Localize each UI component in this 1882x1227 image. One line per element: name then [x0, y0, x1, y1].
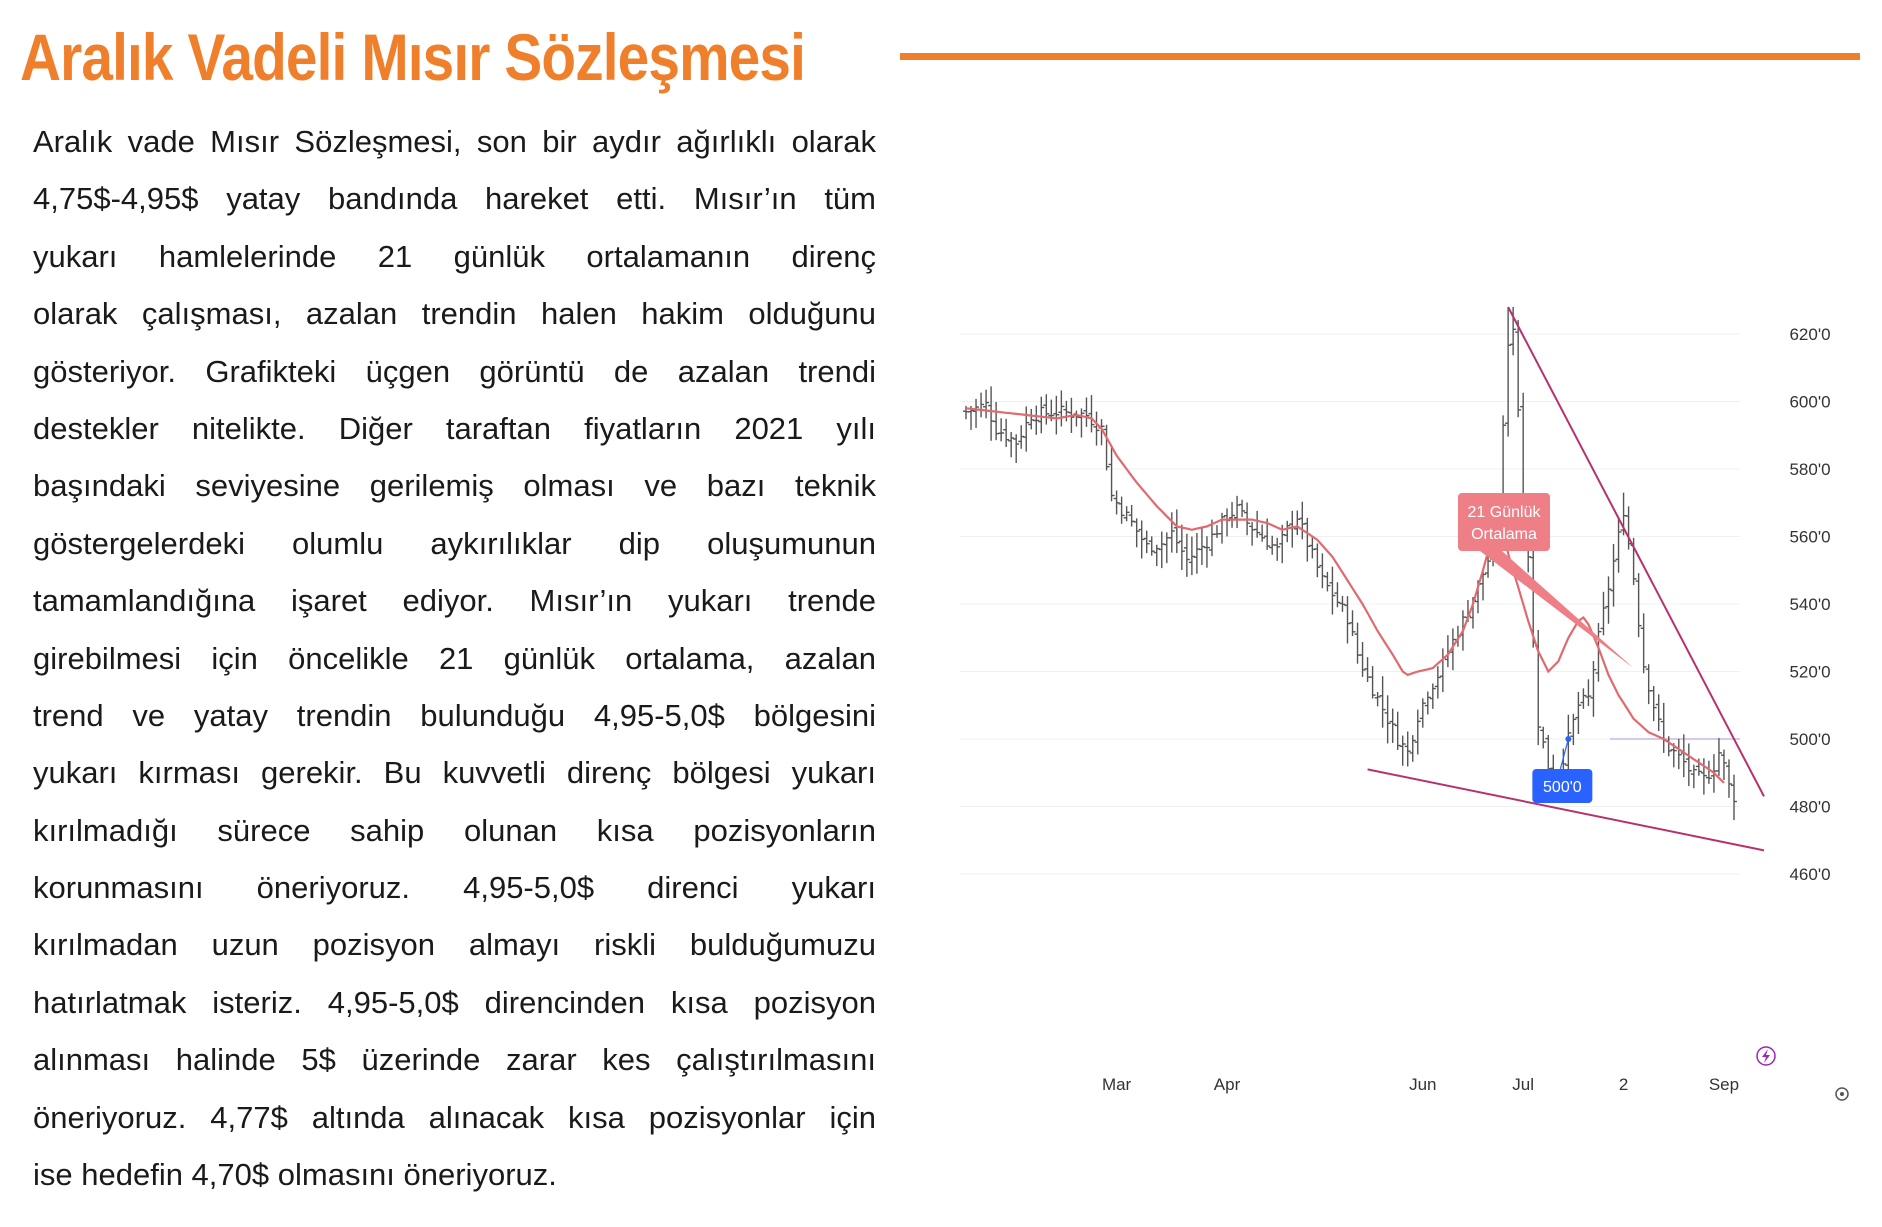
ohlc-bar — [1249, 522, 1255, 546]
paragraph-line: alınması halinde 5$ üzerinde zarar kes çalıştırılmasını — [33, 1042, 876, 1078]
page-title: Aralık Vadeli Mısır Sözleşmesi — [20, 20, 806, 94]
ohlc-bar — [1656, 694, 1662, 731]
ohlc-bar — [1159, 532, 1165, 569]
paragraph-line: korunmasını öneriyoruz. 4,95-5,0$ direnci yukarı — [33, 870, 876, 906]
ohlc-bar — [1038, 397, 1044, 434]
y-tick-label: 560'0 — [1789, 527, 1831, 547]
ohlc-bar — [1194, 533, 1200, 574]
ohlc-bar — [1294, 510, 1300, 535]
ma-annotation-pointer — [1480, 551, 1634, 668]
paragraph-line: destekler nitelikte. Diğer taraftan fiyatların 2021 yılı — [33, 410, 876, 446]
ohlc-bar — [1134, 518, 1140, 547]
ohlc-bar — [1691, 765, 1697, 789]
paragraph-line: tamamlandığına işaret ediyor. Mısır’ın yukarı trende — [33, 583, 876, 619]
ohlc-bar — [1184, 534, 1190, 577]
moving-average-line — [966, 408, 1724, 783]
x-tick-label: 2 — [1618, 1075, 1629, 1094]
ohlc-bar — [973, 399, 979, 428]
ohlc-bar — [1611, 544, 1617, 607]
ohlc-bar — [1274, 538, 1280, 561]
paragraph-line: 4,75$-4,95$ yatay bandında hareket etti. Mısır’ın tüm — [33, 181, 876, 217]
ohlc-bar — [1731, 775, 1737, 820]
ohlc-bar — [1646, 664, 1652, 704]
ohlc-bar — [1726, 759, 1732, 797]
ohlc-bar — [1219, 513, 1225, 544]
ohlc-bar — [1641, 613, 1647, 673]
paragraph-line: kırılmadığı sürece sahip olunan kısa pozisyonların — [33, 812, 876, 848]
ohlc-bar — [1234, 496, 1240, 528]
y-tick-label: 500'0 — [1789, 730, 1831, 749]
ohlc-bar — [1254, 511, 1260, 538]
ohlc-bar — [1606, 576, 1612, 623]
ohlc-bar — [1339, 596, 1345, 612]
ohlc-bar — [1395, 712, 1401, 750]
ohlc-bar — [1129, 505, 1135, 527]
ohlc-bar — [1008, 432, 1014, 457]
ohlc-bar — [1058, 390, 1064, 426]
paragraph-line: ise hedefin 4,70$ olmasını öneriyoruz. — [33, 1157, 557, 1193]
ohlc-bar — [1706, 761, 1712, 784]
ohlc-bar — [1440, 648, 1446, 692]
ohlc-bar — [1329, 567, 1335, 615]
ohlc-bar — [1721, 750, 1727, 780]
paragraph-line: yukarı kırması gerekir. Bu kuvvetli direnç bölgesi yukarı — [33, 755, 876, 791]
ohlc-bar — [1676, 739, 1682, 769]
x-tick-label: Mar — [1101, 1075, 1132, 1094]
ohlc-bar — [1600, 592, 1606, 636]
ohlc-bar — [1013, 434, 1019, 463]
ohlc-bar — [1119, 497, 1125, 524]
ohlc-bar — [1540, 727, 1546, 749]
ohlc-bar — [1661, 703, 1667, 753]
paragraph-line: gösteriyor. Grafikteki üçgen görüntü de azalan trendi — [33, 353, 876, 389]
ohlc-bar — [1616, 517, 1622, 573]
ohlc-bar — [1716, 738, 1722, 776]
ohlc-bar — [1430, 683, 1436, 708]
ohlc-bar — [1515, 320, 1521, 417]
ohlc-bar — [1686, 743, 1692, 786]
title-divider — [900, 53, 1860, 60]
ohlc-bar — [1355, 623, 1361, 664]
ohlc-bar — [1585, 679, 1591, 706]
ohlc-bar — [1164, 532, 1170, 563]
ohlc-bar — [1204, 536, 1210, 567]
ohlc-bar — [1299, 502, 1305, 540]
ohlc-bar — [1309, 537, 1315, 559]
paragraph-line: kırılmadan uzun pozisyon almayı riskli bulduğumuzu — [33, 927, 876, 963]
ohlc-bar — [1681, 734, 1687, 777]
ohlc-bar — [1314, 543, 1320, 577]
ohlc-bar — [1405, 732, 1411, 767]
ma-annotation-text-2: Ortalama — [1471, 526, 1537, 543]
ohlc-bar — [1505, 307, 1511, 437]
ohlc-bar — [1078, 408, 1084, 437]
ohlc-bar — [1319, 553, 1325, 588]
ohlc-bar — [1400, 736, 1406, 766]
corn-futures-chart — [960, 290, 1860, 1110]
ohlc-bar — [1214, 525, 1220, 538]
y-tick-label: 520'0 — [1789, 662, 1831, 682]
paragraph-line: trend ve yatay trendin bulunduğu 4,95-5,0$ bölgesini — [33, 697, 876, 733]
settings-icon-center — [1840, 1092, 1844, 1096]
paragraph-line: hatırlatmak isteriz. 4,95-5,0$ direncinden kısa pozisyon — [33, 984, 876, 1020]
x-tick-label: Jul — [1512, 1075, 1535, 1094]
ma-annotation-text-1: 21 Günlük — [1467, 504, 1541, 521]
ohlc-bar — [1370, 666, 1376, 699]
x-tick-label: Jun — [1409, 1075, 1437, 1094]
x-tick-label: Sep — [1708, 1075, 1740, 1094]
lightning-icon-bolt — [1762, 1049, 1770, 1063]
ohlc-bar — [988, 386, 994, 440]
y-tick-label: 620'0 — [1789, 325, 1831, 344]
ohlc-bar — [1028, 409, 1034, 429]
x-tick-label: Apr — [1213, 1075, 1241, 1094]
y-tick-label: 480'0 — [1789, 797, 1831, 817]
ohlc-bar — [1415, 710, 1421, 755]
ohlc-bar — [1033, 406, 1039, 435]
ohlc-bar — [1043, 394, 1049, 424]
level-label-text: 500'0 — [1543, 779, 1582, 796]
paragraph-line: yukarı hamlelerinde 21 günlük ortalamanın direnç — [33, 238, 876, 274]
body-paragraph — [33, 113, 876, 1203]
ohlc-bar — [993, 402, 999, 440]
ohlc-bar — [1420, 698, 1426, 727]
ohlc-bar — [1385, 695, 1391, 743]
ohlc-bar — [1229, 502, 1235, 528]
ohlc-bar — [1063, 401, 1069, 422]
ohlc-bar — [1144, 531, 1150, 554]
ohlc-bar — [1375, 692, 1381, 706]
ohlc-bar — [1224, 508, 1230, 536]
ohlc-bar — [1023, 406, 1029, 451]
ohlc-bar — [1114, 490, 1120, 514]
paragraph-line: başındaki seviyesine gerilemiş olması ve bazı teknik — [33, 468, 876, 504]
ohlc-bar — [1570, 714, 1576, 745]
ohlc-bar — [1344, 596, 1350, 643]
ohlc-bar — [1590, 661, 1596, 717]
y-tick-label: 460'0 — [1789, 865, 1831, 884]
paragraph-line: olarak çalışması, azalan trendin halen hakim olduğunu — [33, 296, 876, 332]
ohlc-bar — [1239, 500, 1245, 517]
ohlc-bar — [978, 393, 984, 418]
ohlc-bar — [1350, 610, 1356, 636]
ohlc-bar — [1073, 411, 1079, 427]
y-tick-label: 600'0 — [1789, 392, 1831, 412]
ohlc-bar — [1124, 506, 1130, 521]
ohlc-bar — [1109, 447, 1115, 501]
ohlc-bar — [1324, 572, 1330, 591]
y-tick-label: 580'0 — [1789, 460, 1831, 479]
ohlc-bar — [1199, 528, 1205, 565]
ohlc-bar — [1545, 735, 1551, 773]
trendline-descending-resistance — [1508, 307, 1764, 796]
paragraph-line: girebilmesi için öncelikle 21 günlük ortalama, azalan — [33, 640, 876, 676]
paragraph-line: öneriyoruz. 4,77$ altında alınacak kısa pozisyonlar için — [33, 1099, 876, 1135]
ohlc-bar — [1575, 692, 1581, 734]
ohlc-bar — [1380, 676, 1386, 728]
ohlc-bar — [1139, 520, 1145, 558]
y-tick-label: 540'0 — [1789, 595, 1831, 614]
ohlc-bar — [1154, 545, 1160, 566]
paragraph-line: göstergelerdeki olumlu aykırılıklar dip oluşumunun — [33, 525, 876, 561]
ohlc-bar — [1189, 537, 1195, 575]
paragraph-line: Aralık vade Mısır Sözleşmesi, son bir aydır ağırlıklı olarak — [33, 124, 876, 159]
ohlc-bar — [1651, 686, 1657, 721]
